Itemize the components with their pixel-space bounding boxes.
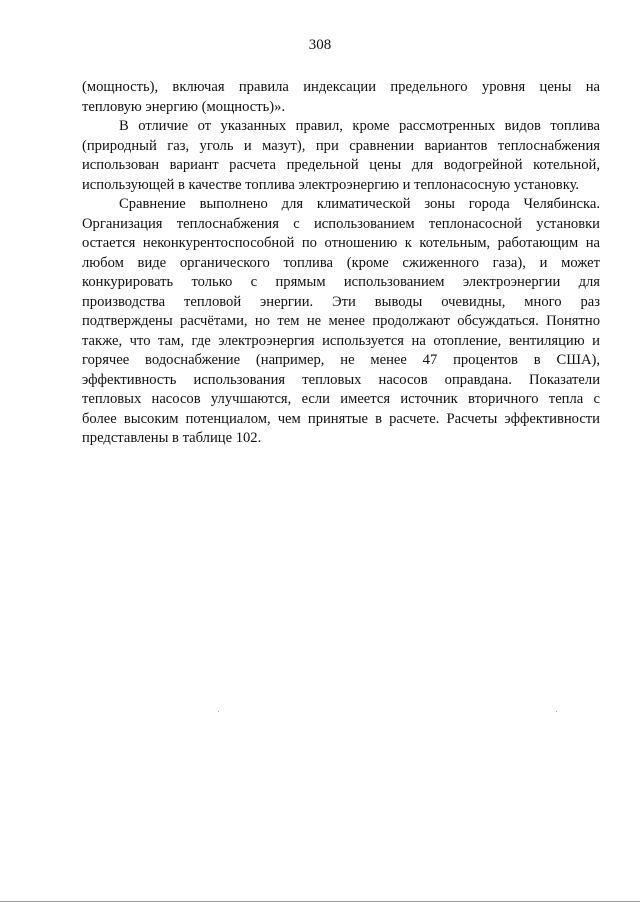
text-line: более высоким потенциалом, чем принятые в расчете. Расчеты эффективности — [82, 410, 600, 427]
body-text — [82, 78, 600, 449]
text-line: конкурировать только с прямым использованием электроэнергии для — [82, 274, 600, 290]
text-line: Организация теплоснабжения с использованием теплонасосной установки — [82, 215, 600, 232]
paragraph-1 — [82, 78, 600, 117]
paragraph-3 — [82, 195, 600, 449]
scan-speck — [556, 711, 557, 712]
paragraph-2 — [82, 117, 600, 195]
text-line: (мощность), включая правила индексации предельного уровня цены на — [82, 79, 600, 95]
scan-speck — [218, 711, 219, 712]
text-line: горячее водоснабжение (например, не менее 47 процентов в США), — [82, 352, 600, 368]
text-line: тепловую энергию (мощность)». — [82, 98, 286, 115]
text-line: также, что там, где электроэнергия используется на отопление, вентиляцию и — [82, 332, 600, 349]
text-line: подтверждены расчётами, но тем не менее продолжают обсуждаться. Понятно — [82, 313, 600, 329]
text-line: Сравнение выполнено для климатической зоны города Челябинска. — [119, 196, 600, 212]
text-line: производства тепловой энергии. Эти выводы очевидны, много раз — [82, 293, 600, 310]
text-line: представлены в таблице 102. — [82, 430, 262, 446]
text-line: (природный газ, уголь и мазут), при сравнении вариантов теплоснабжения — [82, 137, 600, 154]
text-line: остается неконкурентоспособной по отношению к котельным, работающим на — [82, 235, 600, 251]
page-number: 308 — [308, 37, 332, 53]
text-line: использующей в качестве топлива электроэнергию и теплонасосную установку. — [82, 176, 580, 193]
text-line: любом виде органического топлива (кроме сжиженного газа), и может — [82, 254, 600, 271]
text-line: эффективность использования тепловых насосов оправдана. Показатели — [82, 371, 600, 388]
text-line: В отличие от указанных правил, кроме рассмотренных видов топлива — [119, 118, 600, 134]
text-line: использован вариант расчета предельной цены для водогрейной котельной, — [82, 157, 600, 173]
scan-edge-line — [0, 901, 640, 902]
text-line: тепловых насосов улучшаются, если имеется источник вторичного тепла с — [82, 391, 600, 407]
